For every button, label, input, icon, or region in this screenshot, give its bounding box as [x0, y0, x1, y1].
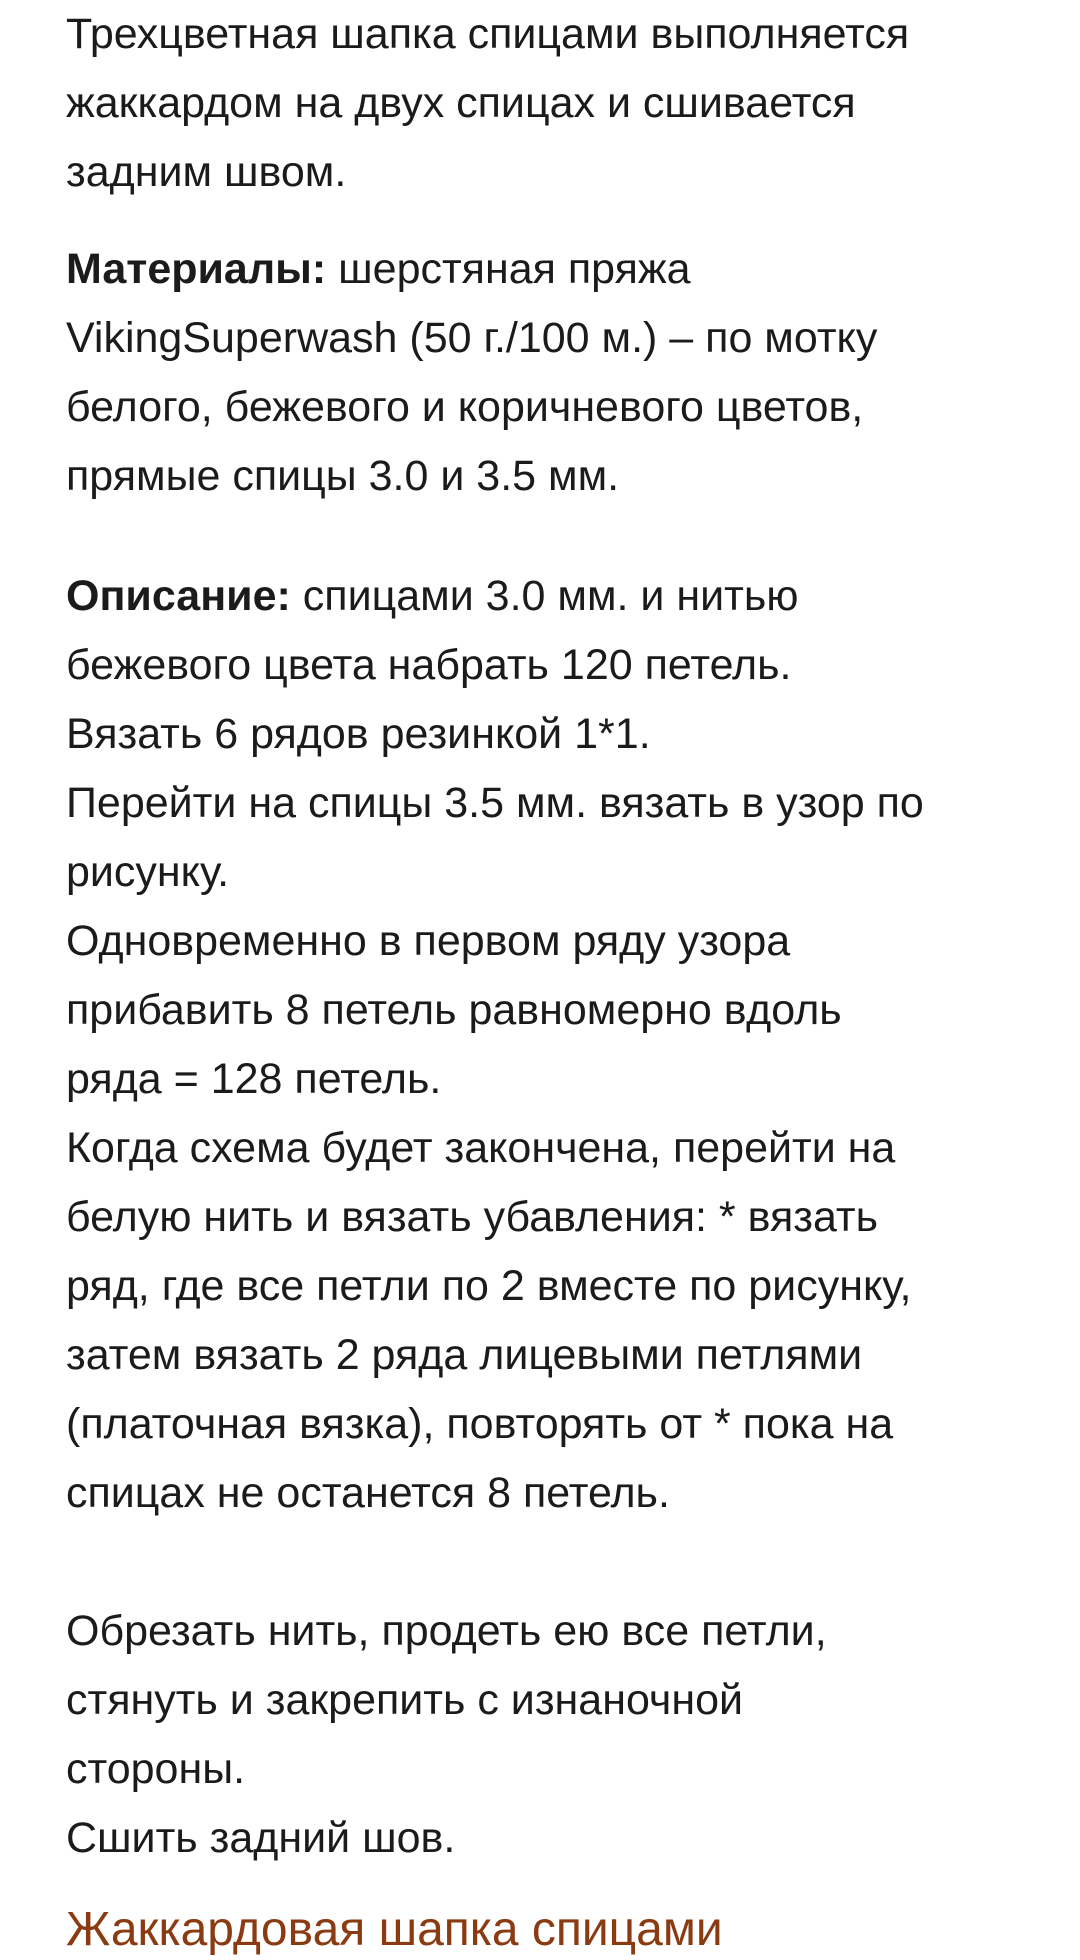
materials-text: шерстяная пряжа [326, 245, 691, 293]
intro-line: задним швом. [66, 148, 347, 196]
description-line: Перейти на спицы 3.5 мм. вязать в узор по [66, 779, 924, 827]
description-line: рисунку. [66, 848, 230, 896]
finish-paragraph [66, 1597, 1026, 1873]
description-line: Когда схема будет закончена, перейти на [66, 1124, 896, 1172]
finish-line: Сшить задний шов. [66, 1814, 456, 1862]
description-paragraph [66, 562, 1026, 1528]
intro-line: жаккардом на двух спицах и сшивается [66, 79, 856, 127]
materials-label: Материалы: [66, 245, 327, 293]
article-body [66, 0, 1026, 1873]
next-article-heading-link[interactable]: Жаккардовая шапка спицами [66, 1903, 723, 1956]
description-line: прибавить 8 петель равномерно вдоль [66, 986, 842, 1034]
description-line: ряда = 128 петель. [66, 1055, 442, 1103]
materials-line: VikingSuperwash (50 г./100 м.) – по мотку [66, 314, 878, 362]
description-line: затем вязать 2 ряда лицевыми петлями [66, 1331, 863, 1379]
description-line: спицах не останется 8 петель. [66, 1469, 670, 1517]
intro-line: Трехцветная шапка спицами выполняется [66, 10, 910, 58]
materials-paragraph [66, 235, 1026, 511]
description-line: ряд, где все петли по 2 вместе по рисунку, [66, 1262, 912, 1310]
materials-line: белого, бежевого и коричневого цветов, [66, 383, 864, 431]
description-line: бежевого цвета набрать 120 петель. [66, 641, 792, 689]
materials-line: прямые спицы 3.0 и 3.5 мм. [66, 452, 620, 500]
finish-line: стянуть и закрепить с изнаночной [66, 1676, 743, 1724]
description-line: Вязать 6 рядов резинкой 1*1. [66, 710, 651, 758]
description-line: Одновременно в первом ряду узора [66, 917, 791, 965]
intro-paragraph [66, 0, 1026, 207]
materials-first-line [66, 235, 1026, 304]
finish-line: Обрезать нить, продеть ею все петли, [66, 1607, 827, 1655]
description-first-line [66, 562, 1026, 631]
description-line: (платочная вязка), повторять от * пока на [66, 1400, 894, 1448]
finish-line: стороны. [66, 1745, 246, 1793]
description-label: Описание: [66, 572, 291, 620]
description-line: белую нить и вязать убавления: * вязать [66, 1193, 879, 1241]
description-text: спицами 3.0 мм. и нитью [290, 572, 799, 620]
